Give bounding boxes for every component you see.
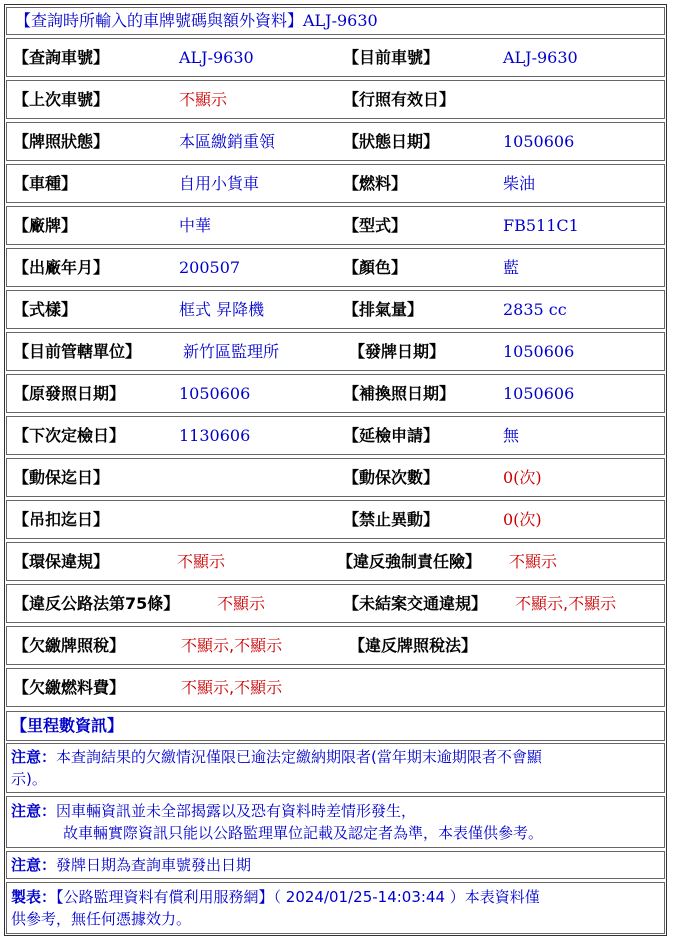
footer-note <box>11 886 660 930</box>
footer-row <box>6 882 665 934</box>
note-3 <box>11 854 660 876</box>
field-label: 【牌照狀態】 <box>13 132 110 151</box>
field-label: 【燃料】 <box>343 174 408 193</box>
field-label: 【延檢申請】 <box>343 426 440 445</box>
note-1-text-cont: 示)。 <box>11 770 47 788</box>
field-label: 【廠牌】 <box>13 216 78 235</box>
table-row <box>6 332 665 371</box>
table-row <box>6 374 665 413</box>
field-label: 【狀態日期】 <box>343 132 440 151</box>
field-label: 【上次車號】 <box>13 90 110 109</box>
header-title: 【查詢時所輸入的車牌號碼與額外資料】ALJ-9630 <box>15 11 378 30</box>
table-row <box>6 248 665 287</box>
note-2-line-2: 故車輛實際資訊只能以公路監理單位記載及認定者為準，本表僅供參考。 <box>63 824 544 842</box>
field-label: 【下次定檢日】 <box>13 426 126 445</box>
field-label: 【車種】 <box>13 174 78 193</box>
field-label: 【欠繳燃料費】 <box>13 678 126 697</box>
note-3-text: 發牌日期為查詢車號發出日期 <box>56 856 252 874</box>
field-label: 【違反牌照稅法】 <box>349 636 478 655</box>
field-value: 不顯示,不顯示 <box>181 678 283 697</box>
table-row <box>6 164 665 203</box>
footer-text-1: 【公路監理資料有償利用服務網】（ 2024/01/25-14:03:44 ）本表資料僅 <box>56 888 540 906</box>
field-label: 【排氣量】 <box>343 300 424 319</box>
note-1-label: 注意： <box>11 748 57 766</box>
mileage-row <box>6 711 665 741</box>
field-label: 【動保次數】 <box>343 468 440 487</box>
field-label: 【顏色】 <box>343 258 408 277</box>
table-row <box>6 206 665 245</box>
field-value: 不顯示,不顯示 <box>181 636 283 655</box>
field-label: 【出廠年月】 <box>13 258 110 277</box>
note-3-row <box>6 851 665 879</box>
mileage-label: 【里程數資訊】 <box>11 716 124 735</box>
field-value: 本區繳銷重領 <box>179 132 276 151</box>
note-1-row <box>6 743 665 793</box>
note-1 <box>11 746 660 790</box>
table-row <box>6 80 665 119</box>
field-label: 【動保迄日】 <box>13 468 110 487</box>
note-1-text: 本查詢結果的欠繳情況僅限已逾法定繳納期限者(當年期末逾期限者不會顯 <box>56 748 542 766</box>
field-value: 1050606 <box>503 384 575 403</box>
field-value: 自用小貨車 <box>179 174 260 193</box>
note-2-label: 注意： <box>11 802 57 820</box>
table-row <box>6 416 665 455</box>
table-row <box>6 122 665 161</box>
field-value: 0(次) <box>503 468 542 487</box>
footer-text-2: 供參考，無任何憑據效力。 <box>11 910 192 928</box>
field-label: 【違反強制責任險】 <box>337 552 482 571</box>
field-value: 不顯示 <box>509 552 558 571</box>
field-value: 不顯示 <box>179 90 228 109</box>
field-label: 【發牌日期】 <box>349 342 446 361</box>
field-value: 柴油 <box>503 174 536 193</box>
note-3-label: 注意： <box>11 856 57 874</box>
table-row <box>6 500 665 539</box>
field-value: FB511C1 <box>503 216 579 235</box>
field-value: 1050606 <box>179 384 251 403</box>
field-value: 1130606 <box>179 426 251 445</box>
field-label: 【型式】 <box>343 216 408 235</box>
field-value: 1050606 <box>503 132 575 151</box>
field-label: 【禁止異動】 <box>343 510 440 529</box>
field-label: 【查詢車號】 <box>13 48 110 67</box>
header-row <box>6 7 665 35</box>
field-value: 無 <box>503 426 520 445</box>
field-value: 200507 <box>179 258 241 277</box>
field-label: 【違反公路法第75條】 <box>13 594 180 613</box>
field-label: 【未結案交通違規】 <box>343 594 488 613</box>
field-value: 不顯示,不顯示 <box>515 594 617 613</box>
field-label: 【環保違規】 <box>13 552 110 571</box>
table-row <box>6 290 665 329</box>
field-value: 不顯示 <box>177 552 226 571</box>
field-label: 【吊扣迄日】 <box>13 510 110 529</box>
field-value: ALJ-9630 <box>179 48 254 67</box>
table-row <box>6 458 665 497</box>
field-label: 【行照有效日】 <box>343 90 456 109</box>
field-value: 0(次) <box>503 510 542 529</box>
field-label: 【欠繳牌照稅】 <box>13 636 126 655</box>
note-2-row <box>6 796 665 848</box>
table-row <box>6 38 665 77</box>
table-row <box>6 668 665 707</box>
table-row <box>6 542 665 581</box>
field-label: 【式樣】 <box>13 300 78 319</box>
field-value: ALJ-9630 <box>503 48 578 67</box>
field-value: 中華 <box>179 216 212 235</box>
field-value: 1050606 <box>503 342 575 361</box>
field-label: 【目前管轄單位】 <box>13 342 142 361</box>
field-value: 2835 cc <box>503 300 567 319</box>
field-label: 【目前車號】 <box>343 48 440 67</box>
field-value: 藍 <box>503 258 520 277</box>
field-value: 新竹區監理所 <box>183 342 280 361</box>
note-2 <box>11 800 660 844</box>
table-row <box>6 584 665 623</box>
field-value: 框式 昇降機 <box>179 300 265 319</box>
field-label: 【原發照日期】 <box>13 384 126 403</box>
table-row <box>6 626 665 665</box>
field-value: 不顯示 <box>217 594 266 613</box>
field-label: 【補換照日期】 <box>343 384 456 403</box>
footer-label: 製表： <box>11 888 57 906</box>
note-2-line-1: 因車輛資訊並未全部揭露以及恐有資料時差情形發生， <box>56 802 417 820</box>
